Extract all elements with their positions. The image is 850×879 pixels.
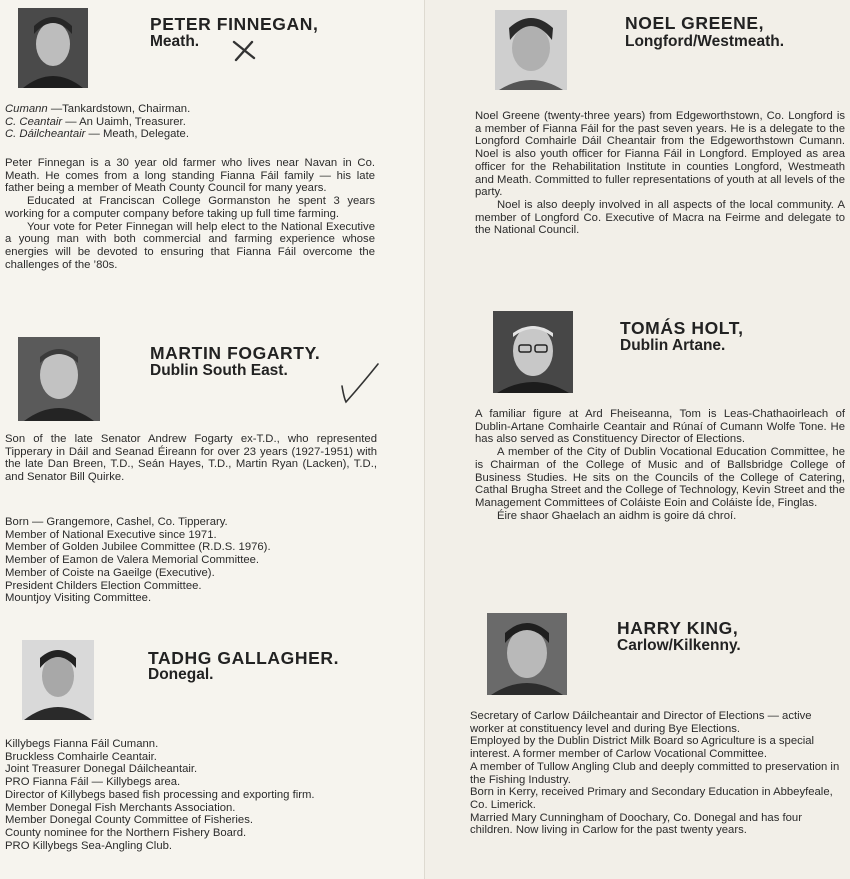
king-facts [470, 710, 842, 837]
holt-photo [493, 311, 573, 393]
greene-region: Longford/Westmeath. [625, 33, 785, 50]
gallagher-photo [22, 640, 94, 720]
fact-line: PRO Killybegs Sea-Angling Club. [5, 839, 173, 852]
fact-line: Employed by the Dublin District Milk Board so Agriculture is a special interest. A former member of Carlow Vocational Committee. [470, 735, 815, 761]
cross-mark-icon [228, 38, 260, 62]
fact-line: Member of Eamon de Valera Memorial Committee. [5, 554, 260, 567]
holt-region: Dublin Artane. [620, 337, 726, 354]
fogarty-name: MARTIN FOGARTY. [150, 343, 321, 363]
king-name: HARRY KING, [617, 618, 739, 638]
finnegan-roles [5, 103, 400, 141]
finnegan-photo [18, 8, 88, 88]
bio-paragraph: A member of the City of Dublin Vocational Education Committee, he is Chairman of the College of Music and of Ballsbridge College of Business Studies. He sits on the Councils of the College of Catering, Cathal Brugha Street and the College of Technology, Kevin Street and the Management Committees of Coláiste Eoin and Coláiste Íde, Finglas. [475, 446, 845, 509]
portrait-icon [487, 613, 567, 695]
fact-line: Member of Golden Jubilee Committee (R.D.S. 1976). [5, 541, 271, 554]
portrait-icon [22, 640, 94, 720]
role-label: Cumann [5, 103, 48, 115]
fact-line: Married Mary Cunningham of Doochary, Co. Donegal and has four children. Now living in Carlow for the past twenty years. [470, 811, 802, 837]
right-page [425, 0, 850, 879]
bio-paragraph: Peter Finnegan is a 30 year old farmer who lives near Navan in Co. Meath. He comes from a long standing Fianna Fáil family — his late father being a member of Meath County Council for many years. [5, 157, 375, 195]
check-mark-icon [338, 362, 382, 406]
portrait-icon [18, 337, 100, 421]
king-region: Carlow/Kilkenny. [617, 637, 741, 654]
role-text: — An Uaimh, Treasurer. [62, 115, 186, 128]
bio-paragraph: A familiar figure at Ard Fheiseanna, Tom is Leas-Chathaoirleach of Dublin-Artane Comhairle Ceantair and Rúnaí of Cumann Wolfe Tone. He has also served as Constituency Director of Elections. [475, 408, 845, 446]
finnegan-name: PETER FINNEGAN, [150, 14, 319, 34]
greene-bio [475, 110, 845, 237]
fact-line: Born — Grangemore, Cashel, Co. Tipperary. [5, 516, 228, 528]
greene-photo [495, 10, 567, 90]
portrait-icon [495, 10, 567, 90]
fact-line: Member Donegal County Committee of Fisheries. [5, 814, 254, 827]
finnegan-region: Meath. [150, 33, 200, 50]
role-text: — Meath, Delegate. [85, 128, 189, 141]
bio-paragraph: Noel Greene (twenty-three years) from Edgeworthstown, Co. Longford is a member of Fianna Fáil for the past seven years. He is a delegate to the Longford Comhairle Dáil Cheantair from the Edgeworthstown Cumann. Noel is also youth officer for Fianna Fáil in Longford. Employed as area officer for the Rehabilitation Institute in counties Longford, Westmeath and Meath. Committed to fuller representations of youth at all levels of the party. [475, 110, 845, 199]
role-label: C. Ceantair [5, 115, 63, 128]
bio-paragraph: Noel is also deeply involved in all aspects of the local community. A member of Longford Co. Executive of Macra na Feirme and delegate to the National Council. [475, 198, 845, 237]
bio-paragraph: Your vote for Peter Finnegan will help elect to the National Executive a young man with both commercial and farming experience whose energies will be devoted to ensuring that Fianna Fáil overcome the challenges of the ’80s. [5, 220, 375, 271]
finnegan-bio [5, 157, 375, 271]
bio-paragraph: Son of the late Senator Andrew Fogarty ex-T.D., who represented Tipperary in Dáil and Seanad Éireann for over 23 years (1927-1951) with the late Dan Breen, T.D., Seán Hayes, T.D., Martin Ryan (Lacken), T.D., and Senator Bill Quirke. [5, 433, 377, 484]
gallagher-name: TADHG GALLAGHER. [148, 648, 340, 668]
fogarty-photo [18, 337, 100, 421]
holt-bio [475, 408, 845, 522]
role-text: —Tankardstown, Chairman. [47, 103, 191, 115]
fact-line: County nominee for the Northern Fishery Board. [5, 826, 247, 839]
fogarty-bio [5, 433, 377, 484]
fact-line: Director of Killybegs based fish processing and exporting firm. [5, 788, 315, 801]
fogarty-facts [5, 516, 385, 605]
bio-paragraph: Éire shaor Ghaelach an aidhm is goire dá chroí. [497, 509, 737, 522]
holt-name: TOMÁS HOLT, [620, 318, 744, 338]
portrait-icon [493, 311, 573, 393]
gallagher-facts [5, 738, 365, 852]
gallagher-region: Donegal. [148, 666, 214, 683]
fact-line: Secretary of Carlow Dáilcheantair and Director of Elections — active worker at constituency level and during Bye Elections. [470, 710, 812, 735]
fact-line: Joint Treasurer Donegal Dáilcheantair. [5, 763, 198, 776]
greene-name: NOEL GREENE, [625, 13, 765, 33]
fact-line: A member of Tullow Angling Club and deeply committed to preservation in the Fishing Industry. [470, 760, 840, 786]
fact-line: Member of Coiste na Gaeilge (Executive). [5, 566, 215, 579]
fact-line: Born in Kerry, received Primary and Secondary Education in Abbeyfeale, Co. Limerick. [470, 786, 833, 811]
fact-line: Mountjoy Visiting Committee. [5, 592, 152, 605]
fact-line: Member Donegal Fish Merchants Association. [5, 801, 236, 814]
fact-line: Member of National Executive since 1971. [5, 528, 217, 541]
fact-line: President Childers Election Committee. [5, 579, 202, 592]
portrait-icon [18, 8, 88, 88]
fact-line: Killybegs Fianna Fáil Cumann. [5, 738, 159, 750]
bio-paragraph: Educated at Franciscan College Gormanston he spent 3 years working for a computer company before taking up full time farming. [5, 195, 375, 220]
role-label: C. Dáilcheantair [5, 128, 86, 141]
fact-line: Bruckless Comhairle Ceantair. [5, 750, 157, 763]
fact-line: PRO Fianna Fáil — Killybegs area. [5, 776, 181, 789]
king-photo [487, 613, 567, 695]
fogarty-region: Dublin South East. [150, 362, 288, 379]
